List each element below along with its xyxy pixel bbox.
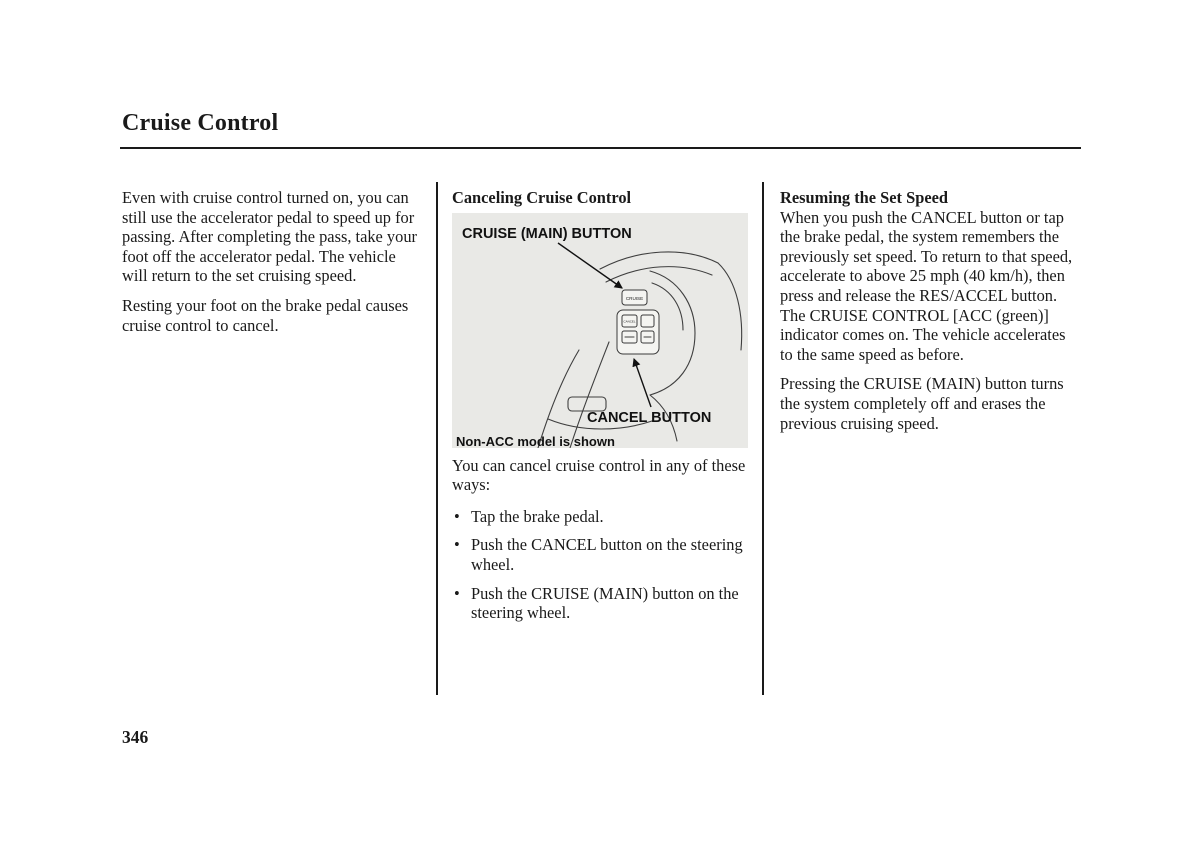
paragraph: When you push the CANCEL button or tap the brake pedal, the system remembers the previously set speed. To return to that speed, accelerate to above 25 mph (40 km/h), then press and release the RES/ACCEL button. The CRUISE CONTROL [ACC (green)] indicator comes on. The vehicle accelerates to the same speed as before. (780, 207, 1073, 364)
paragraph: Resting your foot on the brake pedal causes cruise control to cancel. (122, 295, 409, 335)
cancel-methods-list (452, 507, 748, 623)
left-column (122, 188, 425, 345)
paragraph: Even with cruise control turned on, you can still use the accelerator pedal to speed up for passing. After completing the pass, take your foot off the accelerator pedal. The vehicle will return to the set cruising speed. (122, 188, 417, 286)
resuming-heading: Resuming the Set Speed (780, 188, 949, 207)
res-button (641, 315, 654, 327)
column-divider (762, 182, 764, 695)
middle-column (452, 188, 748, 632)
list-item: • Push the CANCEL button on the steering wheel. (452, 535, 748, 574)
paragraph: Pressing the CRUISE (MAIN) button turns the system completely off and erases the previous cruising speed. (780, 374, 1064, 433)
list-item: • Tap the brake pedal. (452, 507, 748, 527)
diagram-caption: Non-ACC model is shown (456, 433, 615, 449)
cruise-main-button-label: CRUISE (MAIN) BUTTON (462, 225, 632, 242)
cancel-button-arrow-icon (634, 359, 651, 407)
page-number: 346 (122, 727, 149, 747)
rim-line (718, 263, 742, 350)
column-divider (436, 182, 438, 695)
cancel-button-text: CANCEL (623, 319, 636, 324)
cruise-button-text: CRUISE (625, 295, 644, 301)
page-title: Cruise Control (122, 110, 279, 136)
steering-wheel-diagram (452, 213, 748, 448)
cruise-button-arrow-icon (558, 243, 622, 288)
right-column (780, 188, 1082, 443)
list-item: • Push the CRUISE (MAIN) button on the steering wheel. (452, 584, 748, 623)
title-rule (120, 147, 1081, 149)
canceling-heading: Canceling Cruise Control (452, 188, 632, 207)
cancel-button-label: CANCEL BUTTON (587, 409, 712, 426)
cancel-intro: You can cancel cruise control in any of these ways: (452, 455, 746, 495)
